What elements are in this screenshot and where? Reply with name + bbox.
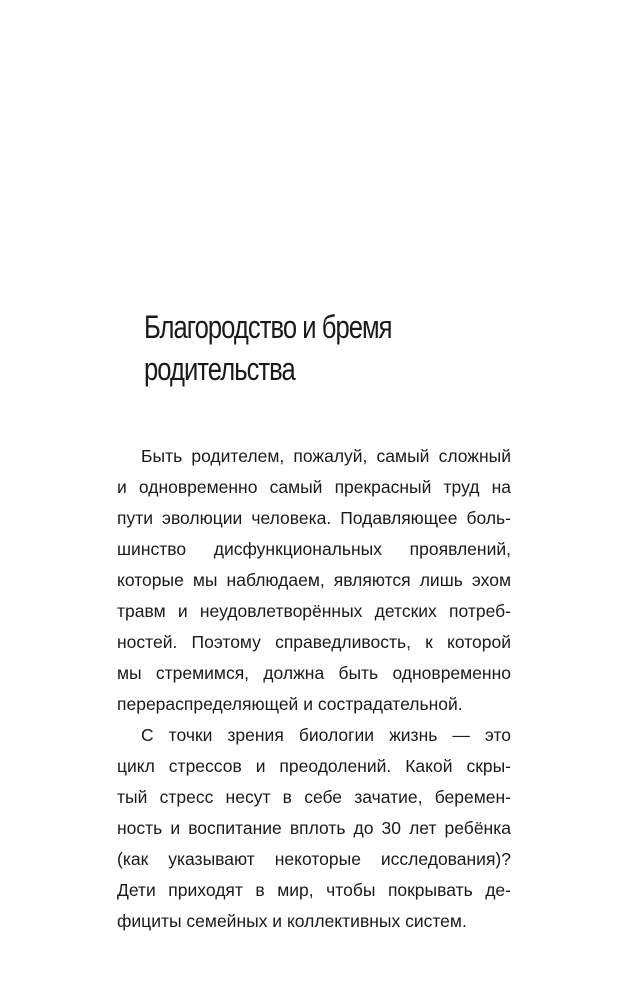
text-line: пути эволюции человека. Подавляющее боль- <box>117 508 511 528</box>
body-text <box>117 441 511 937</box>
text-line: фициты семейных и коллективных систем. <box>117 911 467 931</box>
text-line: мы стремимся, должна быть одновременно <box>117 663 511 683</box>
text-line: ностей. Поэтому справедливость, к которой <box>117 632 511 652</box>
text-line: цикл стрессов и преодолений. Какой скры- <box>117 756 511 776</box>
text-line: травм и неудовлетворённых детских потреб- <box>117 601 511 621</box>
paragraph-1 <box>117 441 511 720</box>
text-line: ность и воспитание вплоть до 30 лет ребёнка <box>117 818 511 838</box>
text-line: тый стресс несут в себе зачатие, беремен- <box>117 787 511 807</box>
text-line: Быть родителем, пожалуй, самый сложный <box>141 446 511 466</box>
chapter-title-line-1: Благородство и бремя <box>144 309 392 345</box>
text-line: Дети приходят в мир, чтобы покрывать де- <box>117 880 511 900</box>
chapter-title <box>144 306 480 390</box>
text-line: и одновременно самый прекрасный труд на <box>117 477 511 497</box>
text-line: перераспределяющей и сострадательной. <box>117 694 463 714</box>
paragraph-2 <box>117 720 511 937</box>
text-line: шинство дисфункциональных проявлений, <box>117 539 511 559</box>
chapter-title-line-2: родительства <box>144 351 295 387</box>
text-line: (как указывают некоторые исследования)? <box>117 849 511 869</box>
text-line: которые мы наблюдаем, являются лишь эхом <box>117 570 511 590</box>
text-line: С точки зрения биологии жизнь — это <box>141 725 511 745</box>
